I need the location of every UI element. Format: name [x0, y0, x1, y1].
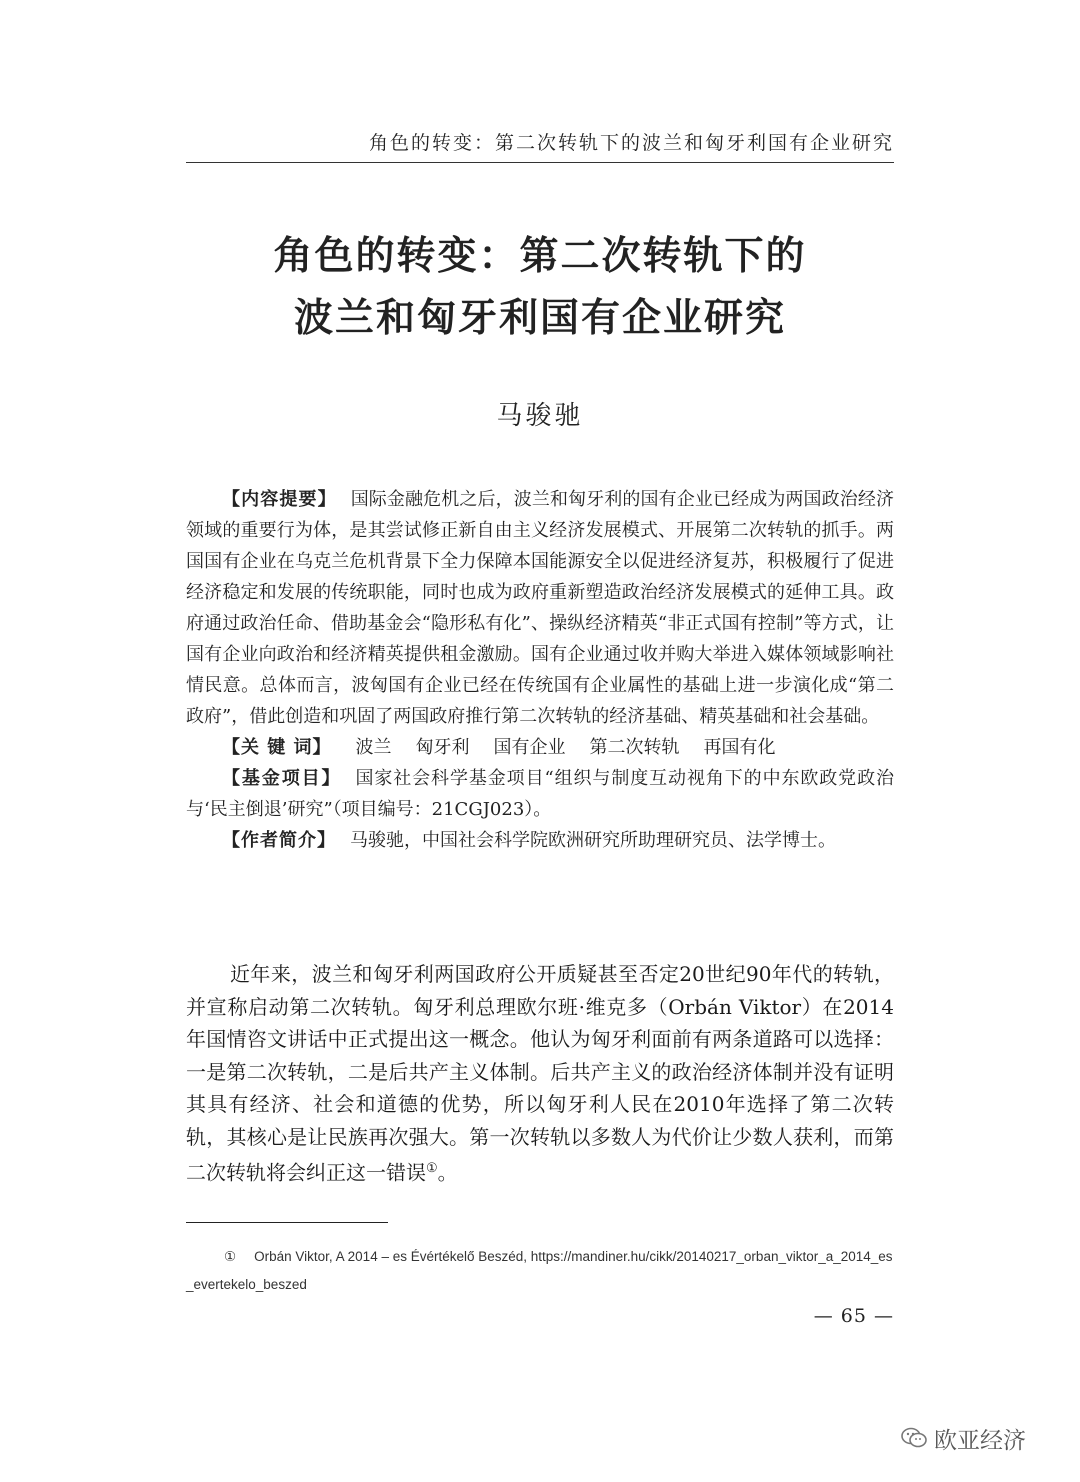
page-number: — 65 — — [813, 1305, 894, 1327]
author-bio — [186, 825, 894, 856]
article-title-line-1: 角色的转变：第二次转轨下的 — [273, 234, 807, 279]
watermark-text: 欧亚经济 — [934, 1427, 1026, 1454]
fund-label: 【基金项目】 — [222, 768, 342, 789]
keyword: 国有企业 — [493, 737, 566, 758]
keywords-label: 【关 键 词】 — [222, 737, 332, 758]
abstract-label: 【内容提要】 — [222, 489, 337, 510]
article-title-line-2: 波兰和匈牙利国有企业研究 — [293, 296, 786, 341]
keyword: 再国有化 — [703, 737, 776, 758]
watermark — [900, 1418, 1060, 1458]
keywords — [186, 732, 894, 763]
footnote-ref[interactable]: ① — [426, 1161, 438, 1176]
footnote-number: ① — [224, 1249, 237, 1264]
body-paragraph: 近年来，波兰和匈牙利两国政府公开质疑甚至否定20世纪90年代的转轨，并宣称启动第二次转轨。匈牙利总理欧尔班·维克多（Orbán Viktor）在2014年国情咨文讲话中正式提出这一概念。他认为匈牙利面前有两条道路可以选择：一是第二次转轨，二是后共产主义体制。后共产主义的政治经济体制并没有证明其具有经济、社会和道德的优势，所以匈牙利人民在2010年选择了第二次转轨，其核心是让民族再次强大。第一次转轨以多数人为代价让少数人获利，而第二次转轨将会纠正这一错误①。 — [186, 962, 894, 1185]
abstract — [186, 484, 894, 732]
author-name: 马骏驰 — [496, 401, 584, 431]
abstract-text: 国际金融危机之后，波兰和匈牙利的国有企业已经成为两国政治经济领域的重要行为体，是其尝试修正新自由主义经济发展模式、开展第二次转轨的抓手。两国国有企业在乌克兰危机背景下全力保障本国能源安全以促进经济复苏，积极履行了促进经济稳定和发展的传统职能，同时也成为政府重新塑造政治经济发展模式的延伸工具。政府通过政治任命、借助基金会“隐形私有化”、操纵经济精英“非正式国有控制”等方式，让国有企业向政治和经济精英提供租金激励。国有企业通过收并购大举进入媒体领域影响社情民意。总体而言，波匈国有企业已经在传统国有企业属性的基础上进一步演化成“第二政府”，借此创造和巩固了两国政府推行第二次转轨的经济基础、精英基础和社会基础。 — [186, 489, 894, 727]
footnote-text: Orbán Viktor, A 2014 – es Évértékelő Beszéd, https://mandiner.hu/cikk/20140217_orban_viktor_a_2014_es_evertekelo_beszed — [186, 1249, 893, 1292]
abstract-block — [186, 484, 894, 856]
body-text — [186, 958, 894, 1189]
footnote — [186, 1243, 894, 1299]
running-header: 角色的转变：第二次转轨下的波兰和匈牙利国有企业研究 — [368, 132, 894, 154]
keyword: 第二次转轨 — [589, 737, 680, 758]
keyword: 匈牙利 — [415, 737, 470, 758]
author-bio-text: 马骏驰，中国社会科学院欧洲研究所助理研究员、法学博士。 — [350, 830, 836, 851]
header-rule — [186, 162, 894, 163]
fund-project — [186, 763, 894, 825]
author-bio-label: 【作者简介】 — [222, 830, 336, 851]
wechat-icon — [900, 1426, 928, 1450]
fund-text: 国家社会科学基金项目“组织与制度互动视角下的中东欧政党政治与‘民主倒退’研究”（项目编号：21CGJ023）。 — [186, 768, 894, 820]
footnote-rule — [186, 1222, 388, 1223]
body-paragraph-text: 近年来，波兰和匈牙利两国政府公开质疑甚至否定20世纪90年代的转轨，并宣称启动第二次转轨。匈牙利总理欧尔班·维克多（Orbán Viktor）在2014年国情咨文讲话中正式提出这一概念。他认为匈牙利面前有两条道路可以选择：一是第二次转轨，二是后共产主义体制。后共产主义的政治经济体制并没有证明其具有经济、社会和道德的优势，所以匈牙利人民在2010年选择了第二次转轨，其核心是让民族再次强大。第一次转轨以多数人为代价让少数人获利，而第二次转轨将会纠正这一错误 — [186, 962, 894, 1185]
keyword: 波兰 — [355, 737, 392, 758]
article-title — [186, 226, 894, 350]
